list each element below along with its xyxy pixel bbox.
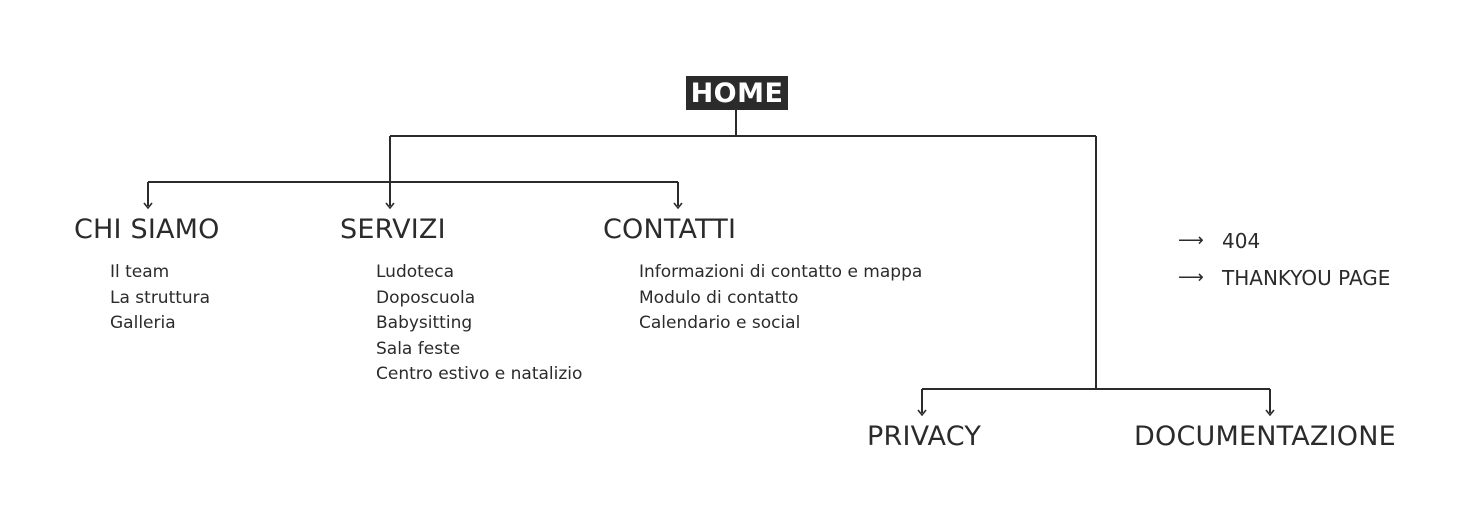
privacy-title[interactable]: PRIVACY bbox=[867, 421, 982, 452]
servizi-item-babysitting[interactable]: Babysitting bbox=[376, 313, 473, 333]
contatti-title[interactable]: CONTATTI bbox=[603, 214, 737, 245]
extra-pages-list bbox=[1178, 222, 1390, 296]
servizi-item-ludoteca[interactable]: Ludoteca bbox=[376, 262, 455, 282]
contatti-item-modulo[interactable]: Modulo di contatto bbox=[639, 287, 799, 308]
home-label: HOME bbox=[690, 77, 784, 109]
home-node[interactable] bbox=[686, 76, 788, 110]
servizi-item-sala-feste[interactable]: Sala feste bbox=[376, 338, 461, 359]
chi-siamo-title[interactable]: CHI SIAMO bbox=[74, 214, 220, 245]
extra-page-label: THANKYOU PAGE bbox=[1222, 265, 1391, 290]
arrow-right-icon: ⟶ bbox=[1178, 266, 1204, 288]
contatti-item-info-mappa[interactable]: Informazioni di contatto e mappa bbox=[639, 262, 923, 282]
servizi-item-centro-estivo[interactable]: Centro estivo e natalizio bbox=[376, 364, 583, 384]
servizi-title[interactable]: SERVIZI bbox=[340, 214, 446, 245]
extra-page-label: 404 bbox=[1222, 228, 1261, 253]
contatti-item-calendario[interactable]: Calendario e social bbox=[639, 313, 801, 333]
chi-siamo-item-team[interactable]: Il team bbox=[110, 262, 170, 282]
servizi-list bbox=[376, 260, 582, 388]
chi-siamo-list bbox=[110, 260, 210, 337]
chi-siamo-item-galleria[interactable]: Galleria bbox=[110, 313, 176, 333]
servizi-item-doposcuola[interactable]: Doposcuola bbox=[376, 287, 476, 308]
extra-page-thankyou[interactable] bbox=[1178, 259, 1390, 296]
contatti-list bbox=[639, 260, 922, 337]
arrow-right-icon: ⟶ bbox=[1178, 229, 1204, 251]
chi-siamo-item-struttura[interactable]: La struttura bbox=[110, 287, 211, 308]
documentazione-title[interactable]: DOCUMENTAZIONE bbox=[1134, 421, 1396, 452]
extra-page-404[interactable] bbox=[1178, 222, 1390, 259]
